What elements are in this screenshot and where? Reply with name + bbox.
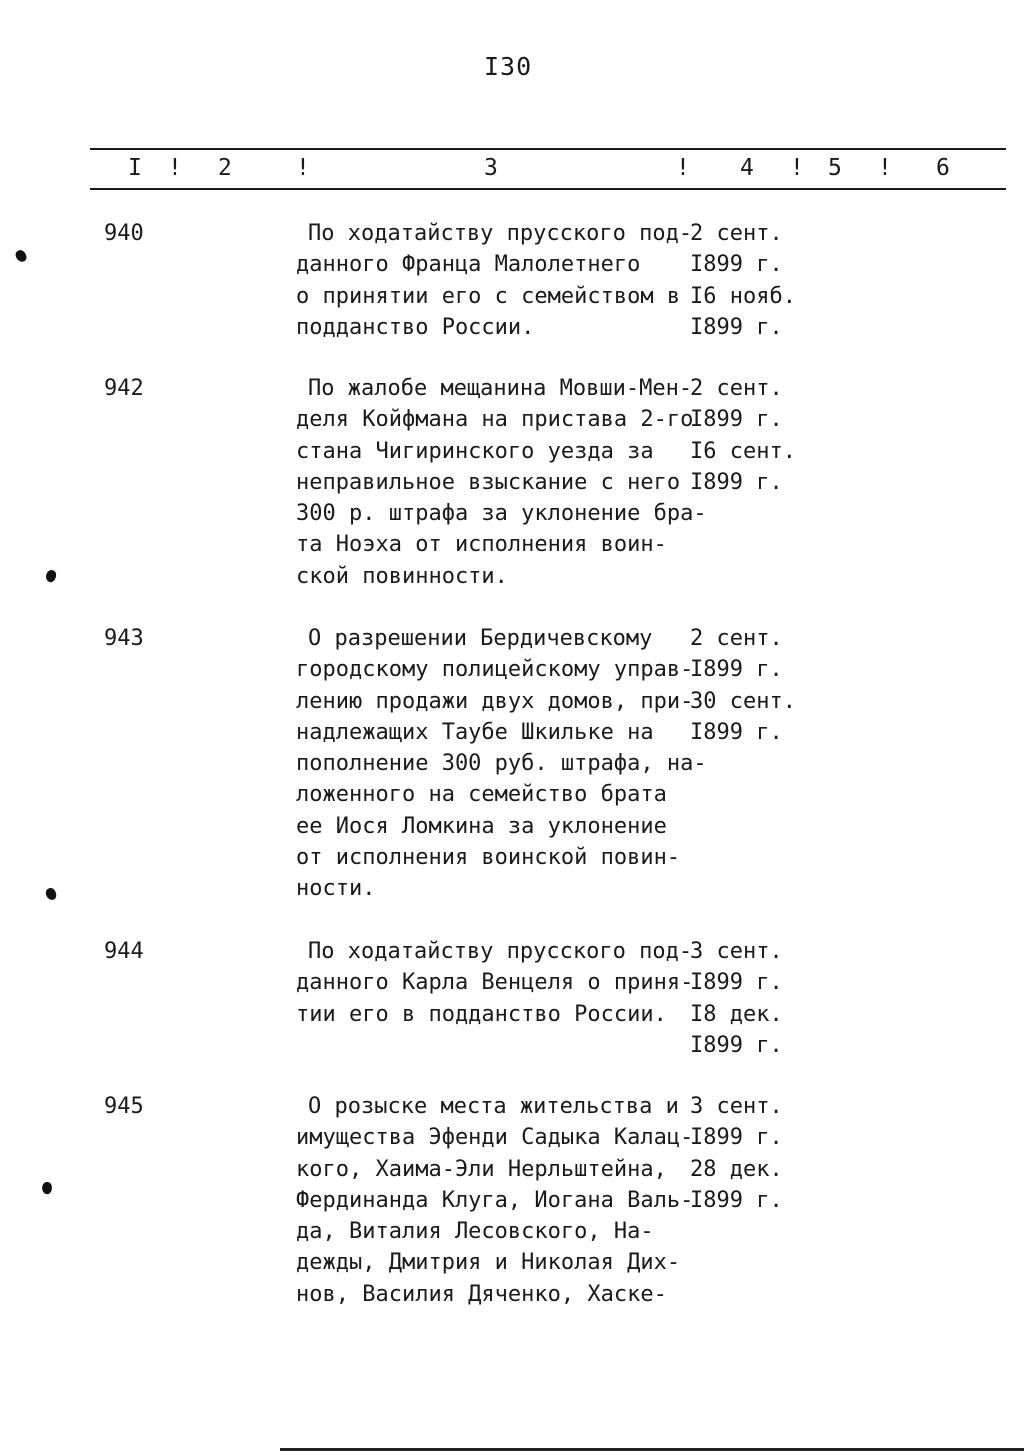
entry-dates (690, 373, 840, 498)
description-line: от исполнения воинской повин- (296, 845, 681, 871)
description-line: стана Чигиринского уезда за (296, 438, 654, 464)
description-line: городскому полицейскому управ- (296, 657, 694, 683)
description-line: нов, Василия Дяченко, Хаске- (296, 1281, 667, 1307)
entry-dates (690, 1091, 840, 1216)
table-header-top-rule (90, 148, 1006, 150)
entry-number: 940 (104, 221, 144, 246)
entry-description (296, 218, 696, 343)
date-line: 3 сент. (690, 939, 783, 964)
description-line: ложенного на семейство брата (296, 782, 667, 808)
page-number: I30 (484, 52, 533, 81)
description-line: пополнение 300 руб. штрафа, на- (296, 751, 707, 777)
header-col-6: 6 (936, 155, 950, 181)
header-col-2: 2 (218, 155, 232, 181)
date-line: 3 сент. (690, 1094, 783, 1119)
header-separator-3: ! (676, 155, 690, 181)
date-line: I899 г. (690, 407, 783, 433)
header-separator-5: ! (878, 155, 892, 181)
punch-hole-mark (44, 568, 59, 583)
description-line: ее Иося Ломкина за уклонение (296, 813, 667, 839)
punch-hole-mark (14, 249, 28, 264)
description-line: деля Койфмана на пристава 2-го (296, 407, 694, 433)
description-line: По ходатайству прусского под- (308, 939, 693, 964)
entry-description (296, 373, 707, 592)
entry-number: 944 (104, 939, 144, 964)
date-line: I899 г. (690, 1125, 783, 1151)
date-line: I6 сент. (690, 438, 796, 464)
date-line: 2 сент. (690, 626, 783, 651)
page-bottom-rule (280, 1448, 1024, 1451)
entry-dates (690, 936, 840, 1061)
description-line: тии его в подданство России. (296, 1001, 667, 1027)
punch-hole-mark (45, 887, 57, 901)
punch-hole-mark (41, 1181, 54, 1195)
header-separator-2: ! (296, 155, 310, 181)
description-line: 300 р. штрафа за уклонение бра- (296, 501, 707, 527)
header-col-3: 3 (484, 155, 498, 181)
date-line: I899 г. (690, 252, 783, 278)
description-line: ской повинности. (296, 563, 508, 589)
date-line: I899 г. (690, 314, 783, 340)
table-header-bottom-rule (90, 188, 1006, 190)
date-line: I6 нояб. (690, 283, 796, 309)
description-line: дежды, Дмитрия и Николая Дих- (296, 1250, 681, 1276)
date-line: I899 г. (690, 469, 783, 495)
date-line: I899 г. (690, 1187, 783, 1213)
date-line: 2 сент. (690, 221, 783, 246)
description-line: та Ноэха от исполнения воин- (296, 532, 667, 558)
date-line: 30 сент. (690, 688, 796, 714)
header-col-1: I (128, 155, 142, 181)
entry-description (296, 936, 696, 1030)
description-line: ности. (296, 876, 376, 902)
description-line: О разрешении Бердичевскому (308, 626, 653, 651)
entry-number: 943 (104, 626, 144, 651)
description-line: лению продажи двух домов, при- (296, 688, 694, 714)
description-line: неправильное взыскание с него (296, 469, 681, 495)
header-separator-4: ! (790, 155, 804, 181)
header-separator-1: ! (168, 155, 182, 181)
date-line: 2 сент. (690, 376, 783, 401)
date-line: I8 дек. (690, 1001, 783, 1027)
date-line: 28 дек. (690, 1156, 783, 1182)
header-col-4: 4 (740, 155, 754, 181)
description-line: кого, Хаима-Эли Нерльштейна, (296, 1156, 667, 1182)
description-line: о принятии его с семейством в (296, 283, 681, 309)
date-line: I899 г. (690, 1032, 783, 1058)
description-line: имущества Эфенди Садыка Калац- (296, 1125, 694, 1151)
date-line: I899 г. (690, 970, 783, 996)
description-line: надлежащих Таубе Шкильке на (296, 719, 654, 745)
entry-dates (690, 218, 840, 343)
entry-number: 942 (104, 376, 144, 401)
description-line: данного Франца Малолетнего (296, 252, 641, 278)
entry-description (296, 1091, 696, 1310)
description-line: О розыске места жительства и (308, 1094, 679, 1119)
header-col-5: 5 (828, 155, 842, 181)
date-line: I899 г. (690, 719, 783, 745)
description-line: Фердинанда Клуга, Иогана Валь- (296, 1187, 694, 1213)
entry-number: 945 (104, 1094, 144, 1119)
description-line: По жалобе мещанина Мовши-Мен- (308, 376, 693, 401)
entry-dates (690, 623, 840, 748)
description-line: По ходатайству прусского под- (308, 221, 693, 246)
description-line: подданство России. (296, 314, 535, 340)
description-line: данного Карла Венцеля о приня- (296, 970, 694, 996)
entry-description (296, 623, 707, 905)
date-line: I899 г. (690, 657, 783, 683)
description-line: да, Виталия Лесовского, На- (296, 1219, 654, 1245)
